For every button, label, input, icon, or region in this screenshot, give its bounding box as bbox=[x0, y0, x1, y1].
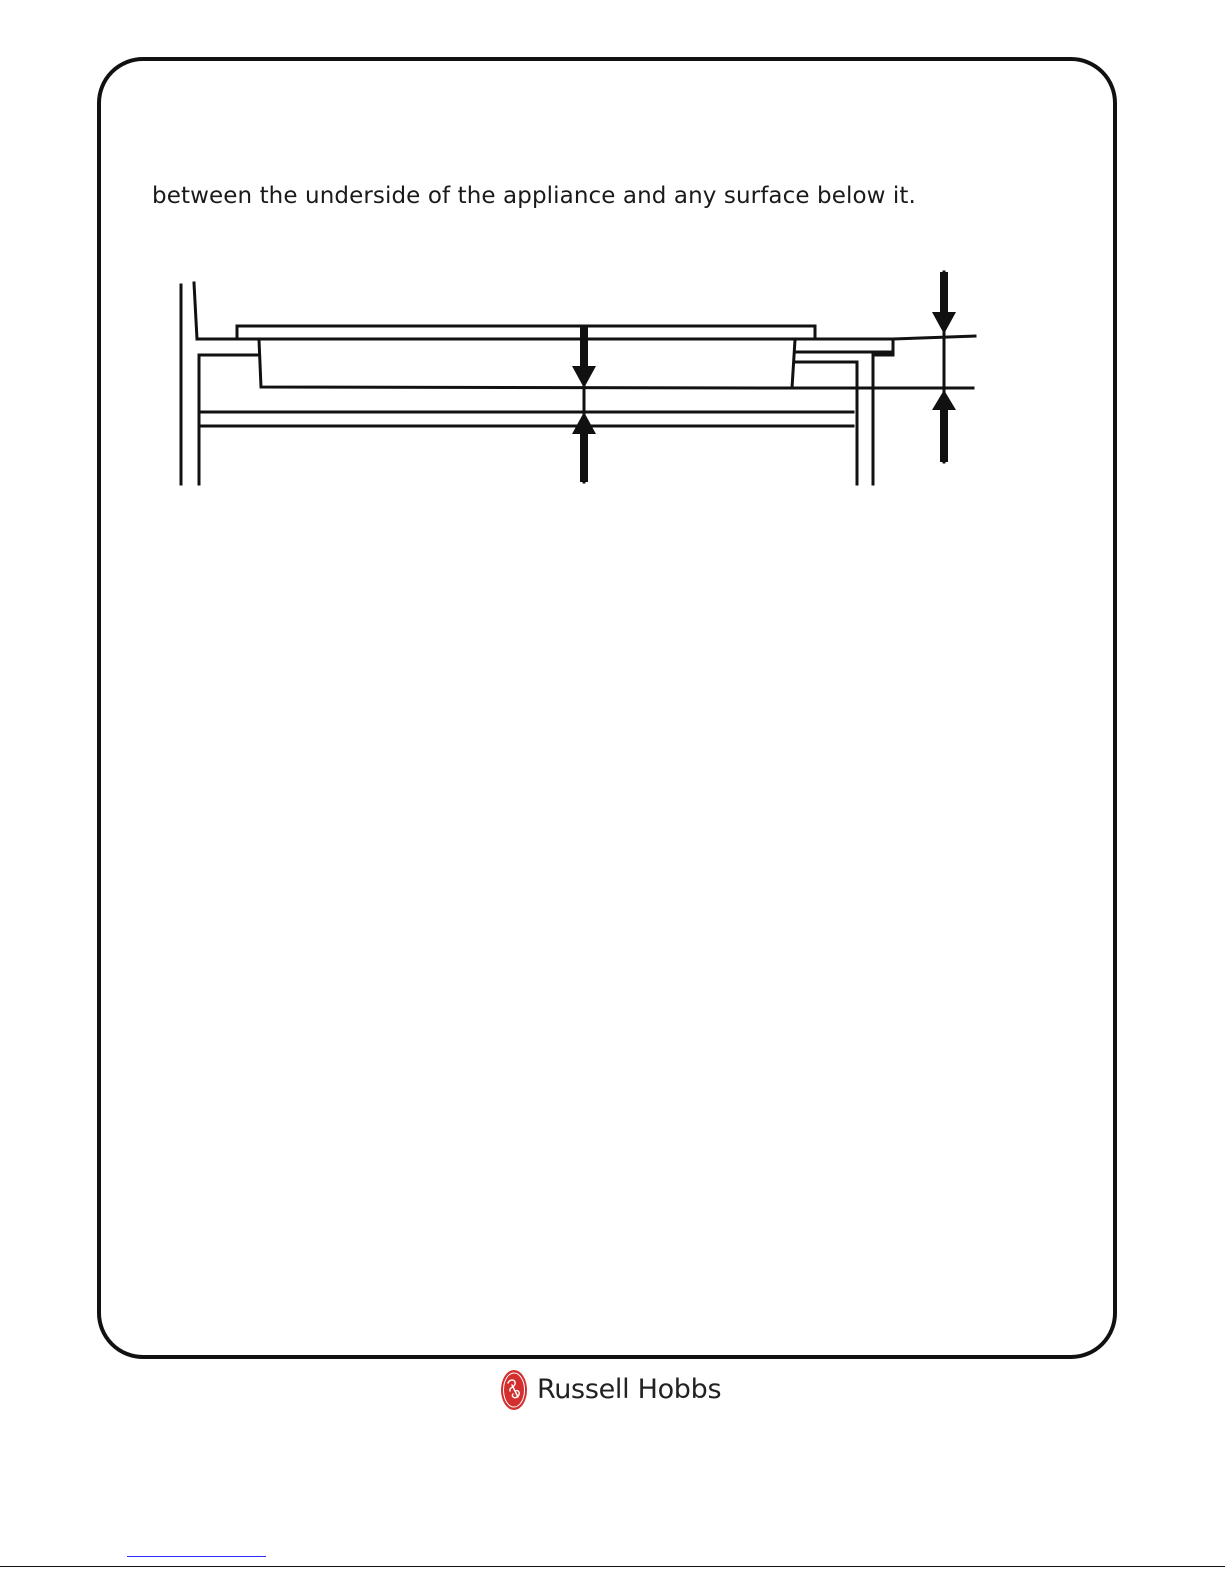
worktop-underside-right bbox=[795, 339, 893, 352]
worktop-right bbox=[815, 336, 975, 339]
worktop-underside-left bbox=[199, 355, 259, 484]
page-bottom-rule bbox=[0, 1566, 1225, 1567]
brand-logo bbox=[500, 1368, 721, 1412]
cabinet-right-inner bbox=[795, 362, 857, 484]
centre-arrow-down-shaft bbox=[580, 326, 588, 368]
centre-arrow-up-shaft bbox=[580, 432, 588, 482]
footer-link-underline[interactable] bbox=[127, 1556, 266, 1557]
centre-arrow-up-head bbox=[572, 412, 596, 434]
hob-body bbox=[259, 340, 795, 388]
hob-top-plate bbox=[237, 326, 815, 339]
instruction-text: between the underside of the appliance and any surface below it. bbox=[152, 183, 916, 209]
right-arrow-down-shaft bbox=[940, 272, 948, 314]
clearance-diagram bbox=[0, 0, 1225, 520]
right-arrow-up-head bbox=[932, 390, 956, 410]
russell-hobbs-seal-icon bbox=[500, 1369, 528, 1411]
cabinet-right-outer bbox=[873, 355, 893, 484]
right-arrow-up-shaft bbox=[940, 408, 948, 462]
left-wall-inner bbox=[194, 283, 197, 339]
centre-arrow-down-head bbox=[572, 366, 596, 388]
brand-name: Russell Hobbs bbox=[537, 1374, 722, 1405]
right-arrow-down-head bbox=[932, 312, 956, 334]
